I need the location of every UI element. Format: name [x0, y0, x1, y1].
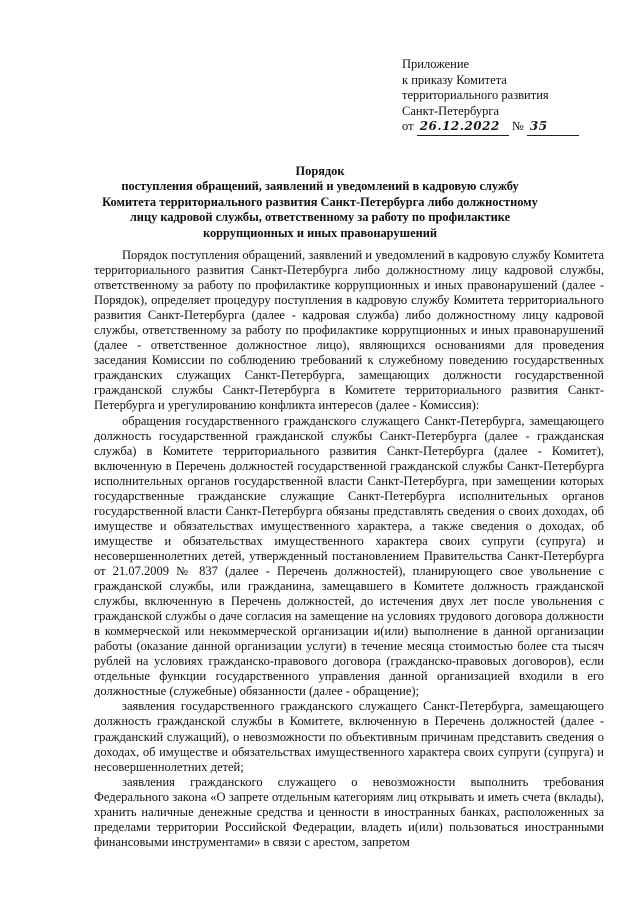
appendix-line-2: к приказу Комитета [402, 72, 507, 87]
paragraph-appeal: обращения государственного гражданского служащего Санкт-Петербурга, замещающего должность государственной гражданской службы Санкт-Петербурга (далее - гражданская служба) в Комитете территориального развития Санкт-Петербурга (далее - Комитет), включенную в Перечень должностей государственной гражданской службы Санкт-Петербурга исполнительных органов государственной власти Санкт-Петербурга, при замещении которых государственные гражданские служащие Санкт-Петербурга исполнительных органов государственной власти Санкт-Петербурга обязаны представлять сведения о своих доходах, об имуществе и обязательствах имущественного характера, а также сведения о доходах, об имуществе и обязательствах имущественного характера своих супруги (супруга) и несовершеннолетних детей, утвержденный постановлением Правительства Санкт-Петербурга от 21.07.2009 № 837 (далее - Перечень должностей), планирующего свое увольнение с гражданской службы, или гражданина, замещавшего в Комитете должность гражданской службы, включенную в Перечень должностей, до истечения двух лет после увольнения с гражданской службы о даче согласия на замещение на условиях трудового договора должности в коммерческой или некоммерческой организации и(или) выполнение в данной организации работы (оказание данной организации услуги) в течение месяца стоимостью более ста тысяч рублей на условиях гражданско-правового договора (гражданско-правовых договоров), если отдельные функции государственного управления данной организацией входили в его должностные (служебные) обязанности (далее - обращение); [94, 413, 604, 699]
appendix-block [402, 57, 602, 136]
title-line-2: поступления обращений, заявлений и уведомлений в кадровую службу [121, 179, 519, 194]
title-line-1: Порядок [295, 164, 345, 178]
appendix-line-1: Приложение [402, 57, 470, 71]
handwritten-date: 26.12.2022 [417, 119, 509, 136]
document-title [100, 164, 540, 241]
order-date-number-row [402, 119, 602, 136]
number-label: № [511, 119, 524, 134]
paragraph-statement-income: заявления государственного гражданского служащего Санкт-Петербурга, замещающего должность гражданской службы в Комитете, включенную в Перечень должностей (далее - гражданский служащий), о невозможности по объективным причинам представить сведения о доходах, об имуществе и обязательствах имущественного характера своих супруги (супруга) и несовершеннолетних детей; [94, 699, 604, 774]
handwritten-number: 35 [527, 119, 579, 136]
paragraph-intro: Порядок поступления обращений, заявлений и уведомлений в кадровую службу Комитета территориального развития Санкт-Петербурга либо должностному лицу кадровой службы, ответственному за работу по профилактике коррупционных и иных правонарушений (далее - Порядок), определяет процедуру поступления в кадровую службу Комитета территориального развития Санкт-Петербурга (далее - кадровая служба) либо должностному лицу кадровой службы, ответственному за работу по профилактике коррупционных и иных правонарушений (далее - ответственное должностное лицо), являющихся основаниями для проведения заседания Комиссии по соблюдению требований к служебному поведению государственных гражданских служащих Санкт-Петербурга, замещающих должности государственной гражданской службы Санкт-Петербурга в Комитете территориального развития Санкт-Петербурга и урегулированию конфликта интересов (далее - Комиссия): [94, 248, 604, 413]
paragraph-statement-foreign-accounts: заявления гражданского служащего о невозможности выполнить требования Федерального закона «О запрете отдельным категориям лиц открывать и иметь счета (вклады), хранить наличные денежные средства и ценности в иностранных банках, расположенных за пределами территории Российской Федерации, владеть и(или) пользоваться иностранными финансовыми инструментами» в связи с арестом, запретом [94, 774, 604, 849]
document-body [94, 248, 604, 850]
title-line-4: лицу кадровой службы, ответственному за работу по профилактике [129, 210, 511, 225]
title-line-5: коррупционных и иных правонарушений [203, 225, 437, 240]
appendix-line-4: Санкт-Петербурга [402, 103, 500, 118]
title-line-3: Комитета территориального развития Санкт-Петербурга либо должностному [102, 194, 538, 209]
from-label: от [402, 119, 414, 134]
appendix-line-3: территориального развития [402, 88, 549, 103]
